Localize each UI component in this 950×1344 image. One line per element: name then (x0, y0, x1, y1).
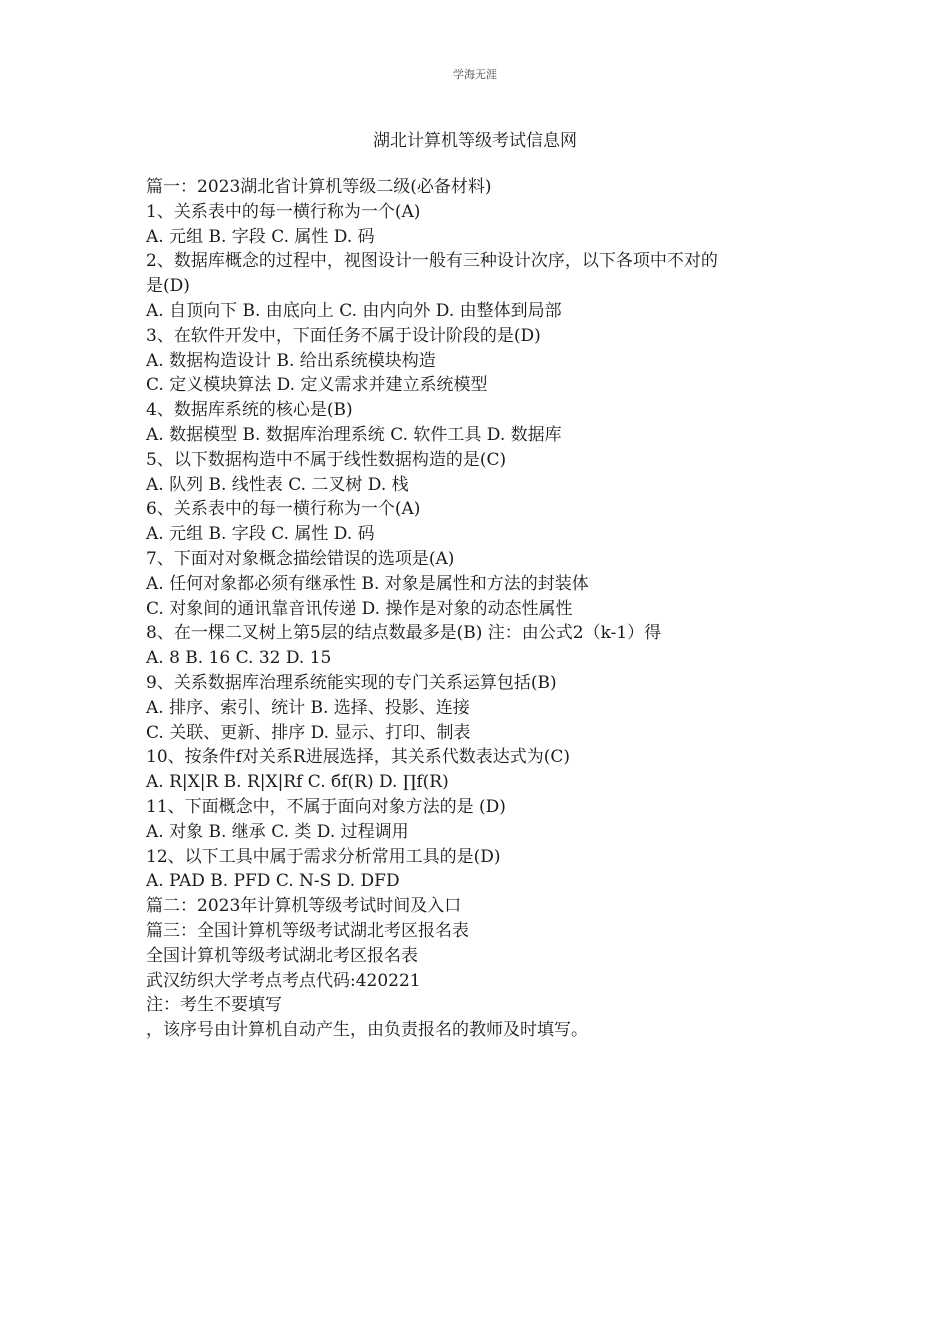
text-line: 篇三：全国计算机等级考试湖北考区报名表 (146, 920, 469, 941)
text-line: A. 对象 B. 继承 C. 类 D. 过程调用 (146, 821, 409, 842)
text-line: C. 定义模块算法 D. 定义需求并建立系统模型 (146, 375, 488, 396)
text-line: 是(D) (146, 276, 190, 297)
text-line: 6、关系表中的每一横行称为一个(A) (146, 499, 421, 520)
text-line: 注：考生不要填写 (146, 995, 282, 1016)
document-body (146, 175, 806, 1043)
text-line: A. 任何对象都必须有继承性 B. 对象是属性和方法的封装体 (146, 573, 589, 594)
document-title: 湖北计算机等级考试信息网 (373, 131, 577, 151)
text-line: 全国计算机等级考试湖北考区报名表 (146, 945, 418, 966)
text-line: A. 自顶向下 B. 由底向上 C. 由内向外 D. 由整体到局部 (146, 300, 562, 321)
text-line: 9、关系数据库治理系统能实现的专门关系运算包括(B) (146, 672, 557, 693)
text-line: A. 数据模型 B. 数据库治理系统 C. 软件工具 D. 数据库 (146, 424, 562, 445)
text-line: A. R|X|R B. R|X|Rf C. бf(R) D. ∏f(R) (146, 772, 449, 793)
text-line: A. 元组 B. 字段 C. 属性 D. 码 (146, 524, 375, 545)
page-header: 学海无涯 (453, 68, 497, 81)
text-line: 11、下面概念中，不属于面向对象方法的是 (D) (146, 796, 506, 817)
text-line: C. 对象间的通讯靠音讯传递 D. 操作是对象的动态性属性 (146, 598, 573, 619)
text-line: 2、数据库概念的过程中，视图设计一般有三种设计次序，以下各项中不对的 (146, 251, 718, 272)
text-line: 7、下面对对象概念描绘错误的选项是(A) (146, 548, 455, 569)
text-line: ，该序号由计算机自动产生，由负责报名的教师及时填写。 (146, 1020, 588, 1041)
text-line: 3、在软件开发中，下面任务不属于设计阶段的是(D) (146, 325, 541, 346)
text-line: 武汉纺织大学考点考点代码:420221 (146, 970, 421, 991)
text-line: A. 队列 B. 线性表 C. 二叉树 D. 栈 (146, 474, 409, 495)
text-line: 8、在一棵二叉树上第5层的结点数最多是(B) 注：由公式2（k-1）得 (146, 623, 662, 644)
text-line: 篇二：2023年计算机等级考试时间及入口 (146, 896, 462, 917)
text-line: C. 关联、更新、排序 D. 显示、打印、制表 (146, 722, 471, 743)
text-line: 1、关系表中的每一横行称为一个(A) (146, 201, 421, 222)
text-line: 5、以下数据构造中不属于线性数据构造的是(C) (146, 449, 507, 470)
text-line: A. 8 B. 16 C. 32 D. 15 (146, 648, 332, 669)
text-line: 10、按条件f对关系R进展选择，其关系代数表达式为(C) (146, 747, 570, 768)
text-line: A. PAD B. PFD C. N-S D. DFD (146, 871, 400, 892)
text-line: 4、数据库系统的核心是(B) (146, 400, 353, 421)
text-line: A. 数据构造设计 B. 给出系统模块构造 (146, 350, 436, 371)
text-line: 12、以下工具中属于需求分析常用工具的是(D) (146, 846, 501, 867)
text-line: A. 元组 B. 字段 C. 属性 D. 码 (146, 226, 375, 247)
text-line: A. 排序、索引、统计 B. 选择、投影、连接 (146, 697, 470, 718)
text-line: 篇一：2023湖北省计算机等级二级(必备材料) (146, 177, 492, 197)
